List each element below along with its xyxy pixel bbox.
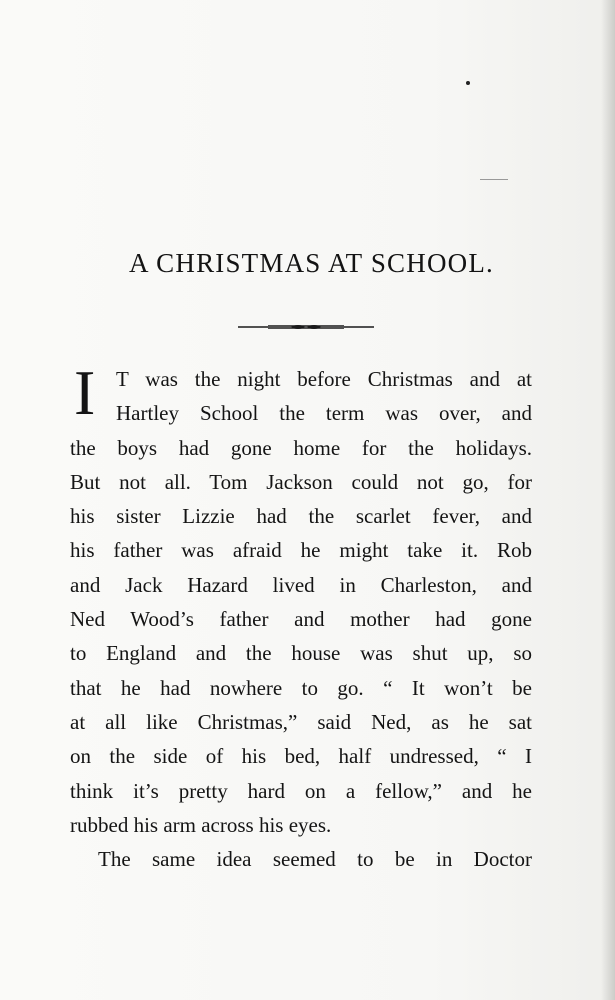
ink-mark <box>480 179 508 180</box>
text-line: to England and the house was shut up, so <box>70 641 532 666</box>
text-line: think it’s pretty hard on a fellow,” and he <box>70 778 532 803</box>
text-line: at all like Christmas,” said Ned, as he sat <box>70 709 532 734</box>
text-line: Ned Wood’s father and mother had gone <box>70 607 532 632</box>
ink-speck <box>466 81 470 85</box>
text-line: But not all. Tom Jackson could not go, for <box>70 469 532 494</box>
text-line: his father was afraid he might take it. Rob <box>70 538 532 563</box>
text-line: T was the night before Christmas and at <box>116 367 532 391</box>
text-line: on the side of his bed, half undressed, “ I <box>70 744 532 769</box>
page-edge-shadow <box>601 0 615 1000</box>
text-line: and Jack Hazard lived in Charleston, and <box>70 572 532 597</box>
text-line: that he had nowhere to go. “ It won’t be <box>70 675 532 700</box>
text-line: Hartley School the term was over, and <box>116 401 532 426</box>
chapter-title: A CHRISTMAS AT SCHOOL. <box>129 248 494 278</box>
text-line: the boys had gone home for the holidays. <box>70 435 532 460</box>
body-text <box>70 357 532 876</box>
text-line: his sister Lizzie had the scarlet fever, and <box>70 504 532 529</box>
drop-cap: I <box>74 357 96 428</box>
text-line: The same idea seemed to be in Doctor <box>98 847 532 872</box>
text-line: rubbed his arm across his eyes. <box>70 812 332 837</box>
title-ornament-rule <box>238 322 374 332</box>
